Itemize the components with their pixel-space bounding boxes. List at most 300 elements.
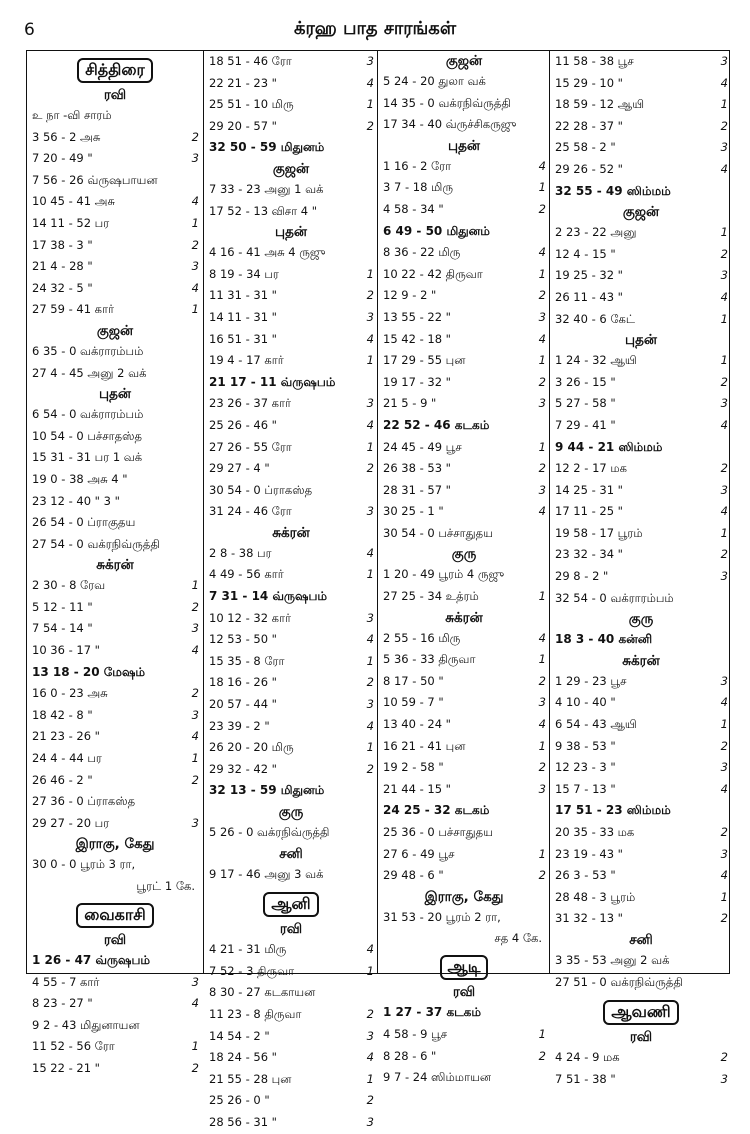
pada-number: 1: [366, 653, 374, 668]
row-text: 30 54 - 0 ப்ராகஸ்த: [209, 482, 313, 497]
pada-number: 3: [720, 673, 728, 688]
row-text: 4 10 - 40 ": [555, 695, 616, 710]
row-text: 25 58 - 2 ": [555, 140, 616, 155]
row-text: 21 4 - 28 ": [32, 259, 93, 274]
planet-heading: சனி: [629, 931, 653, 948]
table-row: [27, 191, 203, 213]
pada-number: 4: [191, 729, 199, 744]
table-row: [550, 94, 732, 116]
table-row: [378, 71, 550, 93]
row-text: 13 55 - 22 ": [383, 309, 451, 324]
row-text: 8 30 - 27 கடகாயன: [209, 985, 316, 1000]
row-text: 19 4 - 17 கார்: [209, 353, 284, 368]
table-row: [27, 491, 203, 513]
row-text: 12 2 - 17 மக: [555, 461, 627, 476]
table-row: [550, 671, 732, 693]
row-text: 15 7 - 13 ": [555, 781, 616, 796]
table-row: [27, 597, 203, 619]
row-text: 32 40 - 6 கேட்: [555, 311, 636, 326]
row-text: 9 17 - 46 அனு 3 வக்: [209, 866, 324, 881]
table-row: [550, 159, 732, 181]
pada-number: 4: [366, 75, 374, 90]
table-row: [378, 779, 550, 801]
pada-number: 1: [720, 525, 728, 540]
pada-number: 3: [720, 482, 728, 497]
table-row: [204, 629, 378, 651]
pada-number: 3: [366, 396, 374, 411]
table-row: [550, 393, 732, 415]
table-row: [550, 415, 732, 437]
row-text: 11 23 - 8 திருவா: [209, 1006, 302, 1021]
planet-heading: குஜன்: [622, 204, 660, 221]
row-text: 2 30 - 8 ரேவ: [32, 578, 106, 593]
row-text: 28 31 - 57 ": [383, 482, 451, 497]
row-text: 27 4 - 45 அனு 2 வக்: [32, 365, 147, 380]
table-row: [204, 961, 378, 983]
table-row: [550, 265, 732, 287]
row-text: 18 24 - 56 ": [209, 1050, 277, 1065]
table-row: [204, 543, 378, 565]
table-row: [378, 307, 550, 329]
table-row: [378, 1002, 550, 1024]
table-row: [550, 181, 732, 203]
table-row: [550, 372, 732, 394]
row-text: 1 26 - 47 வ்ருஷபம்: [32, 953, 151, 967]
row-text: 7 33 - 23 அனு 1 வக்: [209, 181, 324, 196]
pada-number: 1: [366, 1071, 374, 1086]
table-row: [378, 437, 550, 459]
planet-heading: குஜன்: [272, 160, 310, 177]
row-text: 4 16 - 41 அசு 4 ருஜு: [209, 245, 326, 260]
table-row: [27, 534, 203, 556]
row-text: 18 51 - 46 ரோ: [209, 54, 292, 68]
table-row: [550, 350, 732, 372]
pada-number: 4: [366, 1050, 374, 1065]
pada-number: 2: [366, 1006, 374, 1021]
planet-heading: ரவி: [629, 1029, 653, 1046]
table-row: [204, 501, 378, 523]
pada-number: 1: [538, 846, 546, 861]
row-text: 32 55 - 49 ஸிம்மம்: [555, 183, 671, 198]
table-row: [550, 501, 732, 523]
pada-number: 3: [191, 815, 199, 830]
table-row: [204, 1069, 378, 1091]
row-text: 30 0 - 0 பூரம் 3 ரா,: [32, 857, 136, 872]
row-text: 22 28 - 37 ": [555, 118, 623, 133]
column-4: [549, 51, 732, 1086]
table-row: [204, 393, 378, 415]
row-text: 16 0 - 23 அசு: [32, 686, 108, 701]
row-text: 32 54 - 0 வக்ராரம்பம்: [555, 590, 674, 605]
table-row: [204, 1047, 378, 1069]
table-row: [550, 523, 732, 545]
row-text: உ நா -வி சாரம்: [32, 108, 112, 122]
row-text: 31 53 - 20 பூரம் 2 ரா,: [383, 909, 501, 924]
pada-number: 1: [366, 963, 374, 978]
pada-number: 2: [538, 673, 546, 688]
row-text: 30 25 - 1 ": [383, 504, 444, 519]
row-note: பூரட் 1 கே.: [136, 879, 195, 893]
pada-number: 2: [720, 461, 728, 476]
row-text: 14 11 - 52 பர: [32, 215, 110, 230]
row-text: 27 6 - 49 பூச: [383, 846, 455, 861]
pada-number: 3: [538, 781, 546, 796]
table-row: [378, 199, 550, 221]
row-text: 9 2 - 43 மிதுனாயன: [32, 1017, 140, 1032]
table-row: [204, 285, 378, 307]
table-row: [550, 222, 732, 244]
pada-number: 4: [191, 996, 199, 1011]
row-text: 18 59 - 12 ஆயி: [555, 97, 645, 112]
pada-number: 4: [720, 417, 728, 432]
pada-number: 1: [366, 97, 374, 112]
row-text: 25 51 - 10 மிரு: [209, 97, 294, 112]
row-text: 7 20 - 49 ": [32, 151, 93, 166]
row-text: 15 31 - 31 பர 1 வக்: [32, 450, 143, 465]
pada-number: 4: [720, 289, 728, 304]
row-text: 14 11 - 31 ": [209, 309, 277, 324]
table-row: [204, 608, 378, 630]
pada-number: 3: [720, 396, 728, 411]
row-text: 8 19 - 34 பர: [209, 266, 279, 281]
table-row: [27, 950, 203, 972]
pada-number: 1: [538, 180, 546, 195]
pada-number: 4: [720, 868, 728, 883]
row-text: 5 24 - 20 துலா வக்: [383, 74, 486, 88]
table-row: [378, 736, 550, 758]
row-text: 21 23 - 26 ": [32, 729, 100, 744]
row-text: 20 35 - 33 மக: [555, 825, 635, 839]
row-text: 10 22 - 42 திருவா: [383, 266, 483, 281]
row-text: 4 24 - 9 மக: [555, 1050, 620, 1065]
table-row: [27, 148, 203, 170]
pada-number: 3: [720, 268, 728, 283]
table-row: [378, 458, 550, 480]
table-row: [378, 1067, 550, 1089]
table-row: [204, 73, 378, 95]
table-row: [550, 287, 732, 309]
pada-number: 3: [366, 610, 374, 625]
row-text: 6 49 - 50 மிதுனம்: [383, 223, 490, 238]
row-text: 9 38 - 53 ": [555, 738, 616, 753]
row-text: 24 45 - 49 பூச: [383, 439, 462, 454]
pada-number: 2: [191, 129, 199, 144]
table-row: [204, 759, 378, 781]
pada-number: 2: [366, 675, 374, 690]
pada-number: 3: [366, 54, 374, 68]
row-text: 5 26 - 0 வக்ரநிவ்ருத்தி: [209, 825, 330, 839]
pada-number: 3: [191, 259, 199, 274]
table-row: [378, 372, 550, 394]
pada-number: 4: [191, 280, 199, 295]
row-text: 1 27 - 37 கடகம்: [383, 1005, 481, 1020]
table-row: [378, 800, 550, 822]
pada-number: 4: [538, 158, 546, 173]
pada-number: 1: [538, 1026, 546, 1041]
row-text: 21 17 - 11 வ்ருஷபம்: [209, 374, 336, 389]
table-row: [378, 393, 550, 415]
row-text: 27 59 - 41 கார்: [32, 302, 115, 317]
table-row: [204, 458, 378, 480]
table-row: [378, 242, 550, 264]
row-text: 18 16 - 26 ": [209, 675, 277, 690]
pada-number: 2: [720, 911, 728, 926]
row-text: 5 27 - 58 ": [555, 396, 616, 411]
planet-heading: இராகு, கேது: [75, 836, 155, 853]
planet-heading: சுக்ரன்: [445, 609, 483, 626]
pada-number: 2: [538, 201, 546, 216]
pada-number: 3: [720, 140, 728, 155]
table-row: [550, 736, 732, 758]
row-text: 26 11 - 43 ": [555, 289, 623, 304]
pada-number: 4: [720, 161, 728, 176]
table-row: [204, 651, 378, 673]
row-text: 10 54 - 0 பச்சாதஸ்த: [32, 428, 142, 443]
pada-number: 4: [191, 643, 199, 658]
pada-number: 4: [720, 781, 728, 796]
table-row: [204, 437, 378, 459]
table-row: [378, 757, 550, 779]
table-row: [27, 256, 203, 278]
table-row: [550, 629, 732, 651]
pada-number: 4: [191, 194, 199, 209]
row-note: சத 4 கே.: [494, 931, 542, 946]
table-row: [550, 1047, 732, 1069]
row-text: 1 29 - 23 பூச: [555, 673, 627, 688]
row-text: 27 54 - 0 வக்ரநிவ்ருத்தி: [32, 536, 160, 551]
pada-number: 1: [720, 889, 728, 904]
pada-number: 4: [720, 695, 728, 710]
row-text: 17 34 - 40 வ்ருச்சிகருஜு: [383, 117, 517, 132]
row-text: 29 32 - 42 ": [209, 761, 277, 776]
row-text: 16 21 - 41 புன: [383, 738, 466, 753]
table-row: [204, 1112, 378, 1134]
row-text: 1 16 - 2 ரோ: [383, 158, 452, 173]
pada-number: 4: [366, 417, 374, 432]
table-row: [378, 671, 550, 693]
row-text: 7 56 - 26 வ்ருஷபாயன: [32, 172, 158, 187]
row-text: 24 4 - 44 பர: [32, 751, 102, 766]
table-row: [378, 692, 550, 714]
table-row: [550, 1069, 732, 1091]
table-row: [378, 156, 550, 178]
pada-number: 1: [720, 311, 728, 326]
table-row: [27, 447, 203, 469]
pada-number: 2: [720, 825, 728, 839]
table-row: [204, 329, 378, 351]
table-row: [550, 137, 732, 159]
table-row: [550, 714, 732, 736]
pada-number: 3: [720, 1071, 728, 1086]
row-text: 7 31 - 14 வ்ருஷபம்: [209, 589, 328, 604]
table-row: [27, 813, 203, 835]
row-text: 19 58 - 17 பூரம்: [555, 525, 643, 540]
table-row: [378, 264, 550, 286]
table-row: [550, 116, 732, 138]
table-row: [378, 523, 550, 545]
table-row: [204, 94, 378, 116]
row-text: 17 29 - 55 புன: [383, 353, 466, 368]
row-text: 6 54 - 43 ஆயி: [555, 717, 637, 732]
table-row: [27, 512, 203, 534]
pada-number: 1: [366, 439, 374, 454]
row-text: 8 23 - 27 ": [32, 996, 93, 1011]
pada-number: 3: [720, 846, 728, 861]
table-row: [204, 672, 378, 694]
planet-heading: குஜன்: [96, 322, 134, 339]
row-text: 29 20 - 57 ": [209, 118, 277, 133]
row-text: 2 55 - 16 மிரு: [383, 630, 461, 645]
row-text: 7 52 - 3 திருவா: [209, 963, 295, 978]
row-text: 18 3 - 40 கன்னி: [555, 632, 653, 647]
pada-number: 3: [191, 974, 199, 989]
row-text: 29 27 - 20 பர: [32, 815, 110, 830]
planet-heading: சுக்ரன்: [622, 652, 660, 669]
table-row: [204, 179, 378, 201]
table-row: [27, 341, 203, 363]
table-row: [204, 1026, 378, 1048]
planet-heading: ரவி: [452, 984, 476, 1001]
planet-heading: புதன்: [448, 137, 480, 154]
pada-number: 2: [720, 738, 728, 753]
table-row: [204, 415, 378, 437]
row-text: 22 52 - 46 கடகம்: [383, 417, 490, 432]
column-1: [27, 51, 203, 1075]
planet-heading: சுக்ரன்: [272, 524, 310, 541]
pada-number: 1: [191, 215, 199, 230]
table-row: [27, 640, 203, 662]
pada-number: 3: [538, 695, 546, 710]
row-text: 29 27 - 4 ": [209, 461, 270, 476]
pada-number: 4: [538, 331, 546, 346]
table-row: [378, 586, 550, 608]
page-number: 6: [24, 20, 35, 40]
row-text: 17 11 - 25 ": [555, 504, 623, 519]
table-row: [550, 566, 732, 588]
row-text: 5 12 - 11 ": [32, 599, 93, 614]
row-text: 1 20 - 49 பூரம் 4 ருஜு: [383, 567, 505, 582]
pada-number: 3: [366, 309, 374, 324]
table-row: [204, 716, 378, 738]
table-row: [204, 137, 378, 159]
pada-number: 1: [366, 740, 374, 755]
row-text: 25 26 - 0 ": [209, 1093, 270, 1108]
row-text: 11 58 - 38 பூச: [555, 54, 634, 68]
row-text: 10 36 - 17 ": [32, 643, 100, 658]
table-row: [550, 972, 732, 994]
row-text: 9 44 - 21 ஸிம்மம்: [555, 439, 663, 454]
pada-number: 3: [538, 309, 546, 324]
table-row: [550, 865, 732, 887]
row-text: 26 46 - 2 ": [32, 772, 93, 787]
table-row: [27, 575, 203, 597]
pada-number: 2: [538, 288, 546, 303]
pada-number: 1: [720, 353, 728, 368]
table-row: [204, 864, 378, 886]
pada-number: 2: [720, 118, 728, 133]
row-text: 15 35 - 8 ரோ: [209, 653, 285, 668]
row-text: 22 21 - 23 ": [209, 75, 277, 90]
table-row: [550, 692, 732, 714]
row-text: 15 29 - 10 ": [555, 75, 623, 90]
planet-heading: குரு: [451, 546, 477, 563]
row-text: 27 51 - 0 வக்ரநிவ்ருத்தி: [555, 974, 683, 989]
pada-number: 3: [720, 760, 728, 775]
month-heading: ஆவணி: [603, 1000, 678, 1025]
row-text: 17 52 - 13 விசா 4 ": [209, 203, 318, 218]
planet-heading: சனி: [279, 845, 303, 862]
table-row: [204, 350, 378, 372]
table-row: [204, 1004, 378, 1026]
table-row: [204, 372, 378, 394]
month-heading: சித்திரை: [77, 58, 152, 83]
row-text: 26 20 - 20 மிரு: [209, 740, 294, 755]
pada-number: 2: [720, 1050, 728, 1065]
pada-number: 3: [720, 569, 728, 584]
planet-heading: புதன்: [99, 386, 131, 403]
table-row: [27, 299, 203, 321]
row-text: 7 54 - 14 ": [32, 621, 93, 636]
pada-number: 1: [538, 439, 546, 454]
pada-number: 4: [366, 331, 374, 346]
row-text: 14 54 - 2 ": [209, 1028, 270, 1043]
pada-number: 4: [366, 545, 374, 560]
row-text: 4 58 - 34 ": [383, 201, 444, 216]
table-row: [27, 748, 203, 770]
table-row: [204, 694, 378, 716]
table-row: [27, 278, 203, 300]
pada-number: 2: [191, 599, 199, 614]
table-row: [550, 779, 732, 801]
pada-number: 1: [191, 1039, 199, 1054]
table-row: [550, 73, 732, 95]
row-text: 27 25 - 34 உத்ரம்: [383, 589, 479, 604]
table-row: [204, 822, 378, 844]
table-row: [204, 264, 378, 286]
table-row: [27, 1036, 203, 1058]
table-row: [378, 177, 550, 199]
pada-number: 2: [366, 288, 374, 303]
pada-number: 2: [191, 772, 199, 787]
row-text: 25 26 - 46 ": [209, 417, 277, 432]
table-row: [378, 628, 550, 650]
table-row: [550, 887, 732, 909]
page-title: க்ரஹ பாத சாரங்கள்: [293, 18, 457, 39]
table-row: [204, 480, 378, 502]
pada-number: 2: [366, 118, 374, 133]
table-row: [550, 822, 732, 844]
pada-number: 1: [538, 589, 546, 604]
table-row: [27, 705, 203, 727]
pada-number: 1: [720, 97, 728, 112]
table-row: [27, 1015, 203, 1037]
pada-number: 1: [366, 266, 374, 281]
row-text: 21 55 - 28 புன: [209, 1071, 292, 1086]
row-text: 19 0 - 38 அசு 4 ": [32, 471, 128, 486]
row-text: 10 12 - 32 கார்: [209, 610, 292, 625]
row-text: 12 53 - 50 ": [209, 632, 277, 647]
row-text: 12 23 - 3 ": [555, 760, 616, 775]
row-text: 7 51 - 38 ": [555, 1071, 616, 1086]
pada-number: 3: [366, 1028, 374, 1043]
row-text: 29 26 - 52 ": [555, 161, 623, 176]
planet-heading: குஜன்: [445, 53, 483, 69]
row-text: 25 36 - 0 பச்சாதுதய: [383, 825, 493, 839]
pada-number: 3: [366, 697, 374, 712]
pada-number: 1: [538, 738, 546, 753]
planet-heading: புதன்: [275, 224, 307, 241]
row-text: 19 17 - 32 ": [383, 374, 451, 389]
